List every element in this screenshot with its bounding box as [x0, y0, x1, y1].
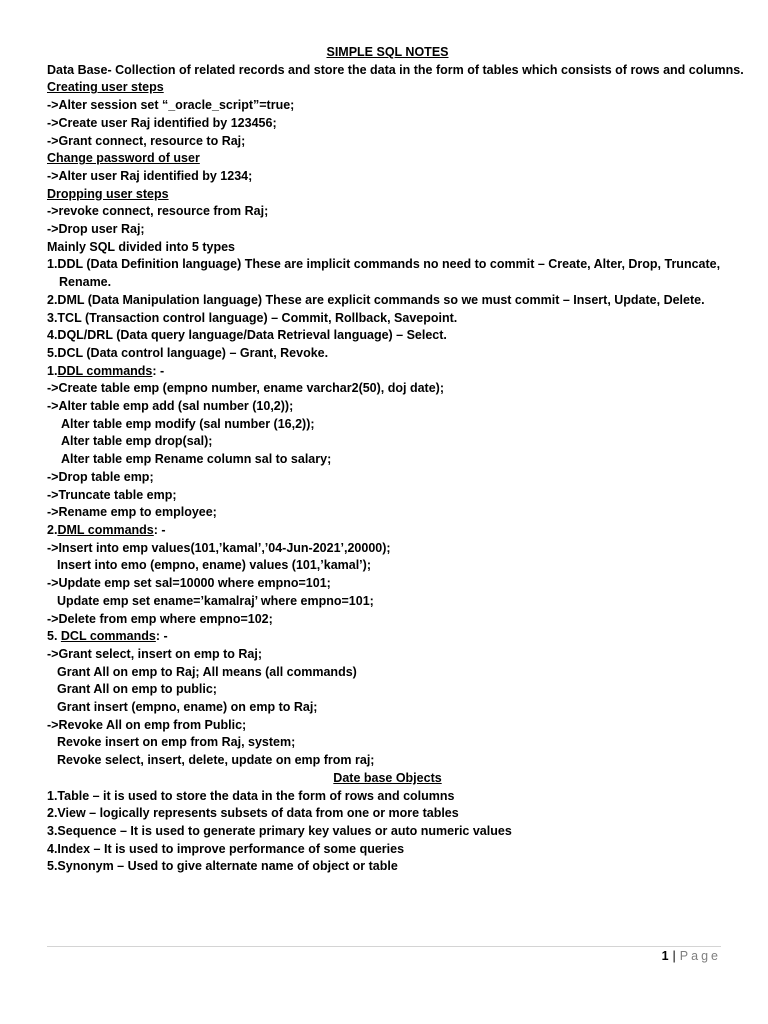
note-line	[47, 487, 728, 505]
note-text: (Data Definition language) These are implicit commands no need to commit – Create, Alter, Drop, Truncate,	[86, 257, 721, 272]
note-line	[47, 310, 728, 328]
note-text: Data Base- Collection of related records and store the data in the form of tables which consists of rows and columns.	[47, 62, 744, 77]
note-line	[47, 664, 728, 682]
note-text: : -	[153, 522, 166, 537]
section-heading: Change password of user	[47, 151, 200, 166]
note-line	[47, 522, 728, 540]
note-text: 3.Sequence – It is used to generate primary key values or auto numeric values	[47, 823, 512, 838]
note-text: ->Alter table emp add (sal number (10,2));	[47, 399, 294, 414]
note-text: ->Grant connect, resource to Raj;	[47, 133, 246, 148]
note-text: ->Create user Raj identified by 123456;	[47, 115, 277, 130]
note-text: : -	[155, 629, 168, 644]
note-line	[47, 858, 728, 876]
note-text: 3.TCL	[47, 310, 85, 325]
page-footer	[662, 948, 721, 965]
note-line	[47, 186, 728, 204]
note-text: 2.	[47, 522, 58, 537]
note-line	[47, 681, 728, 699]
note-text: Insert into emo (empno, ename) values (101,’kamal’);	[57, 558, 371, 573]
note-text: Grant All on emp to public;	[57, 682, 217, 697]
note-text: ->Drop user Raj;	[47, 222, 145, 237]
note-text: Mainly SQL divided into 5 types	[47, 239, 236, 254]
page-separator: |	[672, 949, 676, 963]
note-line	[47, 469, 728, 487]
note-line	[47, 97, 728, 115]
note-text: (Data Manipulation language) These are explicit commands so we must commit – Insert, Update, Delete.	[87, 292, 705, 307]
section-heading: DCL commands	[60, 629, 156, 644]
note-line	[47, 504, 728, 522]
note-line	[47, 221, 728, 239]
note-line	[47, 363, 728, 381]
note-text: 5.	[47, 629, 61, 644]
note-line	[47, 62, 744, 80]
note-line	[47, 540, 728, 558]
note-text: Revoke insert on emp from Raj, system;	[57, 735, 296, 750]
note-text: ->Update emp set sal=10000 where empno=101;	[47, 576, 331, 591]
note-text: 2.View – logically represents subsets of data from one or more tables	[47, 806, 459, 821]
note-line	[47, 274, 728, 292]
note-line	[47, 203, 728, 221]
note-line	[47, 805, 728, 823]
note-text: Update emp set ename=’kamalraj’ where empno=101;	[57, 593, 374, 608]
note-line	[47, 451, 728, 469]
section-heading: DML commands	[57, 522, 154, 537]
note-line	[47, 168, 728, 186]
note-line	[47, 256, 728, 274]
note-text: 1.	[47, 363, 58, 378]
note-text: Alter table emp Rename column sal to salary;	[61, 452, 332, 467]
note-text: ->Alter session set “_oracle_script”=true;	[47, 98, 295, 113]
note-line	[47, 770, 728, 788]
note-text: ->Drop table emp;	[47, 469, 154, 484]
note-text: Alter table emp drop(sal);	[61, 434, 213, 449]
section-heading: Date base Objects	[333, 770, 442, 785]
note-line	[47, 593, 728, 611]
note-line	[47, 327, 728, 345]
note-text: 2.DML	[47, 292, 88, 307]
note-text: Grant All on emp to Raj; All means (all commands)	[57, 664, 357, 679]
note-text: Alter table emp modify (sal number (16,2));	[61, 416, 315, 431]
note-text: ->Truncate table emp;	[47, 487, 177, 502]
note-text: (Data control language) – Grant, Revoke.	[86, 345, 329, 360]
notes-body	[47, 62, 744, 876]
note-line	[47, 717, 728, 735]
section-heading: DDL commands	[57, 363, 153, 378]
note-line	[47, 239, 728, 257]
note-text: 1.Table – it is used to store the data in the form of rows and columns	[47, 788, 455, 803]
document-title: SIMPLE SQL NOTES	[326, 45, 449, 59]
note-text: ->Alter user Raj identified by 1234;	[47, 168, 253, 183]
section-heading: Creating user steps	[47, 80, 164, 95]
note-line	[47, 150, 728, 168]
page-label: Page	[679, 949, 721, 963]
note-text: 5.Synonym – Used to give alternate name of object or table	[47, 859, 398, 874]
note-line	[47, 841, 728, 859]
note-line	[47, 79, 728, 97]
note-text: Rename.	[59, 275, 112, 290]
note-text: Grant insert (empno, ename) on emp to Raj;	[57, 700, 318, 715]
note-line	[47, 734, 728, 752]
note-text: (Transaction control language) – Commit, Rollback, Savepoint.	[84, 310, 458, 325]
note-text: ->revoke connect, resource from Raj;	[47, 204, 269, 219]
note-line	[47, 133, 728, 151]
note-line	[47, 557, 728, 575]
note-line	[47, 380, 728, 398]
note-text: : -	[152, 363, 165, 378]
note-line	[47, 292, 728, 310]
note-text: 1.DDL	[47, 257, 87, 272]
note-line	[47, 575, 728, 593]
note-line	[47, 628, 728, 646]
note-text: (Data query language/Data Retrieval language) – Select.	[116, 328, 447, 343]
page-number: 1	[661, 949, 669, 963]
note-line	[47, 398, 728, 416]
note-line	[47, 115, 728, 133]
note-line	[47, 416, 728, 434]
note-text: ->Create table emp (empno number, ename varchar2(50), doj date);	[47, 381, 444, 396]
note-text: ->Rename emp to employee;	[47, 505, 217, 520]
note-line	[47, 611, 728, 629]
note-text: ->Delete from emp where empno=102;	[47, 611, 273, 626]
section-heading: Dropping user steps	[47, 186, 169, 201]
note-line	[47, 788, 728, 806]
note-line	[47, 433, 728, 451]
note-text: ->Revoke All on emp from Public;	[47, 717, 247, 732]
note-text: 5.DCL	[47, 345, 87, 360]
note-line	[47, 752, 728, 770]
note-line	[47, 345, 728, 363]
note-text: Revoke select, insert, delete, update on emp from raj;	[57, 753, 375, 768]
note-text: 4.Index – It is used to improve performance of some queries	[47, 841, 405, 856]
footer-divider	[47, 946, 721, 947]
note-text: ->Grant select, insert on emp to Raj;	[47, 646, 262, 661]
note-line	[47, 646, 728, 664]
note-line	[47, 823, 728, 841]
note-text: ->Insert into emp values(101,’kamal’,’04-Jun-2021’,20000);	[47, 540, 391, 555]
note-line	[47, 699, 728, 717]
note-text: 4.DQL/DRL	[47, 328, 117, 343]
